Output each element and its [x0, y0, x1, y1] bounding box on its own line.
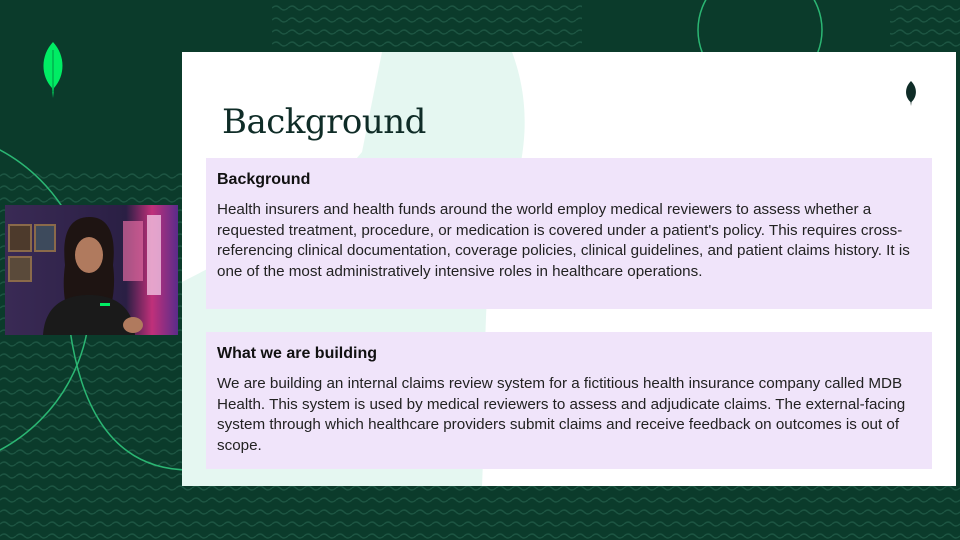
what-we-are-building-card	[206, 332, 932, 469]
presentation-slide	[182, 52, 956, 486]
slide-leaf-icon	[904, 80, 918, 106]
card-body: Health insurers and health funds around the world employ medical reviewers to assess whether a requested treatment, procedure, or medication is covered under a patient's policy. This requires cross-referencing clinical documentation, coverage policies, clinical guidelines, and patient claims history. It is one of the most administratively intensive roles in healthcare operations.	[217, 201, 910, 280]
leaf-logo-icon	[38, 40, 68, 100]
slide-title: Background	[222, 102, 426, 142]
card-body: We are building an internal claims review system for a fictitious health insurance company called MDB Health. This system is used by medical reviewers to assess and adjudicate claims. The external-facing system through which healthcare providers submit claims and receive feedback on outcomes is out of scope.	[217, 375, 906, 454]
presenter-webcam	[5, 205, 178, 335]
background-card	[206, 158, 932, 309]
presenter-video-frame	[5, 205, 178, 335]
card-heading: What we are building	[217, 345, 378, 362]
card-heading: Background	[217, 171, 311, 188]
